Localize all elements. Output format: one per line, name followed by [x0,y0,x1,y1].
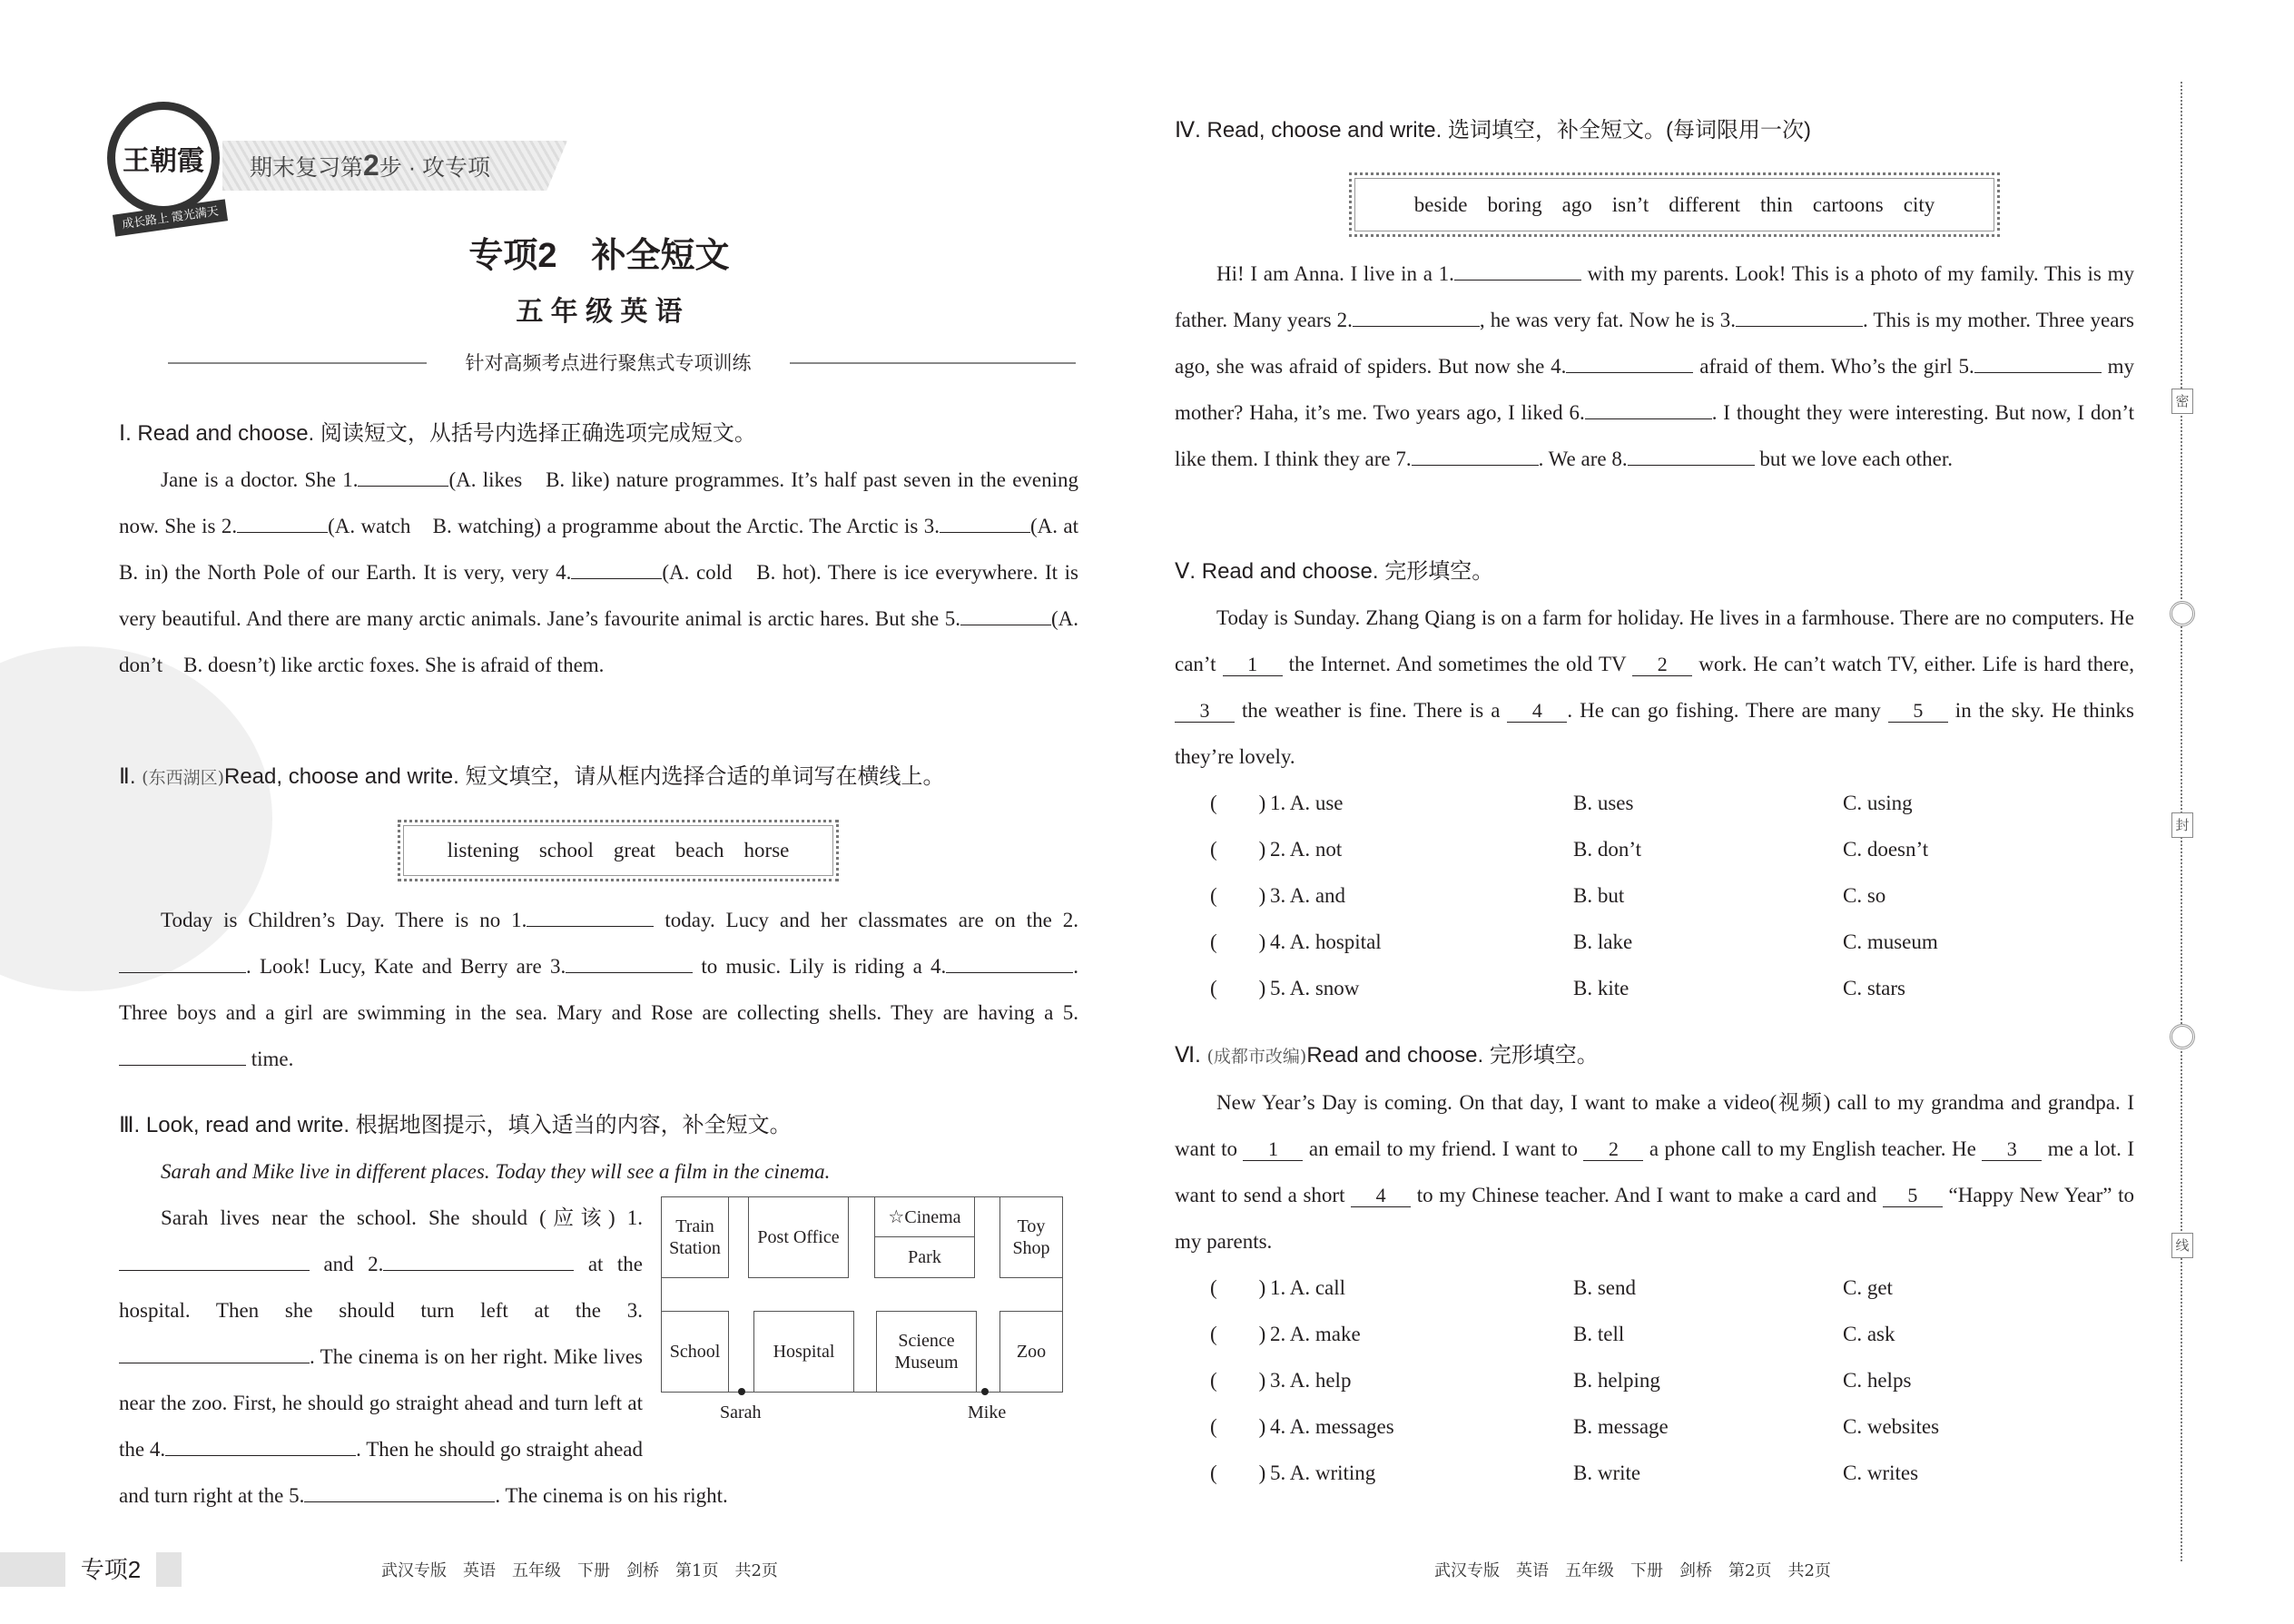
option-a: 2. A. make [1270,1323,1361,1345]
answer-blank[interactable] [1585,397,1712,419]
answer-blank[interactable] [527,904,654,927]
word-option: great [613,839,655,861]
option-c: C. writes [1843,1462,1919,1484]
tagline-rule-right [790,362,1076,364]
section-iii-intro: Sarah and Mike live in different places. Today they will see a film in the cinema. [161,1160,831,1183]
tagline: 针对高频考点进行聚焦式专项训练 [465,352,752,374]
answer-bracket[interactable]: ( ) [1210,838,1266,861]
sarah-marker [738,1388,745,1395]
answer-blank[interactable]: 2 [1583,1138,1643,1161]
passage-text: (A. cold B. hot). There is ice everywhere. It is very beautiful. And there are many arctic animals. Jane’s favourite animal is arctic hares. But she 5. [119,561,1078,630]
section-v-passage [1175,595,2134,780]
passage-text: Today is Sunday. Zhang Qiang is on a farm for holiday. He lives in a farmhouse. There are no computers. He can’t [1175,606,2134,675]
option-row [1175,872,2134,919]
tagline-rule-left [168,362,427,364]
answer-blank[interactable]: 4 [1507,700,1567,723]
answer-blank[interactable]: 1 [1243,1138,1303,1161]
margin-label-mi: 密 [2171,389,2193,414]
passage-text: . This is my mother. Three years ago, she was afraid of spiders. But now she 4. [1175,309,2135,378]
passage-text: “Happy New Year” to my parents. [1175,1184,2134,1253]
answer-blank[interactable] [358,464,448,487]
section-ii-passage [119,897,1078,1082]
map-school: School [661,1311,729,1393]
passage-text: to music. Lily is riding a 4. [693,955,947,978]
option-c: C. so [1843,884,1886,907]
section-ii-body [119,897,1078,1082]
option-c: C. using [1843,792,1913,814]
section-vi-title: Read and choose. 完形填空。 [1306,1043,1599,1068]
section-iv-passage [1175,251,2134,482]
option-a: 1. A. use [1270,792,1344,814]
answer-blank[interactable]: 4 [1351,1185,1411,1207]
passage-text: (A. likes B. like) nature programmes. It’s half past seven in the evening now. She is 2. [119,468,1079,537]
word-option: horse [743,839,790,861]
option-c: C. get [1843,1276,1893,1299]
option-b: B. lake [1573,930,1633,953]
passage-text: . We are 8. [1538,448,1628,470]
footer-tab: 专项2 [65,1552,156,1587]
passage-text: . The cinema is on his right. [495,1484,728,1507]
logo [107,102,220,214]
option-b: B. uses [1573,792,1634,814]
option-b: B. send [1573,1276,1636,1299]
answer-blank[interactable] [119,1043,246,1066]
answer-blank[interactable] [383,1248,574,1271]
answer-bracket[interactable]: ( ) [1210,884,1266,907]
answer-blank[interactable] [571,556,662,579]
option-row [1175,780,2134,826]
option-c: C. websites [1843,1415,1940,1438]
passage-text: (A. don’t B. doesn’t) like arctic foxes. She is afraid of them. [119,607,1078,676]
word-option: different [1669,192,1741,216]
section-iv-word-box [1349,172,2000,237]
answer-blank[interactable]: 2 [1632,654,1692,676]
footer-left: 武汉专版 英语 五年级 下册 剑桥 第1页 共2页 [381,1561,778,1580]
banner-post: 步 · 攻专项 [379,155,491,181]
answer-blank[interactable]: 5 [1883,1185,1943,1207]
option-row [1175,919,2134,965]
answer-bracket[interactable]: ( ) [1210,930,1266,953]
passage-text: an email to my friend. I want to [1303,1137,1584,1160]
answer-blank[interactable] [119,1341,310,1363]
mike-marker [981,1388,989,1395]
section-iii-heading: Ⅲ. Look, read and write. 根据地图提示，填入适当的内容，补全短文。 [119,1113,792,1137]
map-cinema: ☆Cinema [874,1196,975,1237]
map-train-station: Train Station [661,1196,729,1278]
section-iv-body [1175,251,2134,482]
option-a: 5. A. writing [1270,1462,1376,1484]
passage-text: the Internet. And sometimes the old TV [1282,653,1633,675]
page-title: 专项2 补全短文 [468,237,730,275]
word-option: beside [1413,192,1468,216]
section-v [1175,554,2134,1011]
section-v-heading: Ⅴ. Read and choose. 完形填空。 [1175,559,1494,584]
passage-text: Jane is a doctor. She 1. [161,468,359,491]
option-a: 4. A. hospital [1270,930,1382,953]
option-c: C. helps [1843,1369,1912,1392]
word-option: thin [1760,192,1793,216]
map-post-office: Post Office [748,1196,849,1278]
binding-hole-icon [2170,1024,2195,1049]
answer-bracket[interactable]: ( ) [1210,1276,1266,1299]
passage-text: . He can go fishing. There are many [1567,699,1888,722]
word-option: beach [674,839,724,861]
section-ii-word-box [398,820,839,881]
section-vi-number: Ⅵ. [1175,1043,1207,1068]
passage-text: . Three boys and a girl are swimming in the sea. Mary and Rose are collecting shells. They are having a 5. [119,955,1078,1024]
map-zoo: Zoo [999,1311,1063,1393]
section-iv-heading: Ⅳ. Read, choose and write. 选词填空，补全短文。(每词限用一次) [1175,118,1811,143]
passage-text: (A. at B. in) the North Pole of our Earth. It is very, very 4. [119,515,1099,584]
option-row [1175,1403,2134,1450]
map-label-sarah: Sarah [720,1403,762,1422]
city-map [661,1196,1071,1434]
word-option: cartoons [1812,192,1884,216]
option-row [1175,826,2134,872]
answer-bracket[interactable]: ( ) [1210,1323,1266,1345]
section-vi-passage [1175,1079,2134,1265]
answer-blank[interactable] [119,1248,310,1271]
section-v-options [1175,780,2134,1011]
section-ii-region: (东西湖区) [142,768,224,788]
passage-text: but we love each other. [1754,448,1954,470]
banner-text [250,145,490,188]
section-i [119,416,1099,688]
section-vi [1175,1038,2134,1496]
answer-blank[interactable] [960,603,1051,625]
answer-bracket[interactable]: ( ) [1210,792,1266,814]
answer-bracket[interactable]: ( ) [1210,1369,1266,1392]
option-a: 3. A. help [1270,1369,1352,1392]
option-row [1175,1265,2134,1311]
answer-bracket[interactable]: ( ) [1210,1462,1266,1484]
answer-blank[interactable]: 3 [1982,1138,2042,1161]
section-i-passage [119,457,1099,688]
answer-blank[interactable] [1454,258,1581,281]
section-ii [119,759,1078,796]
answer-blank[interactable] [1628,443,1755,466]
option-b: B. kite [1573,977,1629,999]
margin-label-feng: 封 [2171,812,2193,838]
map-hospital: Hospital [753,1311,854,1393]
passage-text: with my parents. Look! This is a photo of my family. This is my father. Many years 2. [1175,262,2134,331]
answer-blank[interactable] [1566,350,1693,373]
section-vi-region: (成都市改编) [1206,1047,1307,1067]
answer-blank[interactable] [165,1433,356,1456]
answer-blank[interactable]: 3 [1175,700,1235,723]
answer-bracket[interactable]: ( ) [1210,1415,1266,1438]
passage-text: me a lot. I want to send a short [1175,1137,2134,1206]
passage-text: the weather is fine. There is a [1235,699,1508,722]
answer-blank[interactable]: 5 [1888,700,1948,723]
word-option: listening [447,839,519,861]
passage-text: , he was very fat. Now he is 3. [1479,309,1736,331]
passage-text: time. [246,1048,294,1070]
answer-blank[interactable] [946,950,1073,973]
map-park: Park [874,1236,975,1278]
answer-blank[interactable] [1974,350,2102,373]
word-option: city [1903,192,1935,216]
option-b: B. don’t [1573,838,1641,861]
passage-text: . I thought they were interesting. But now, I don’t like them. I think they are 7. [1175,401,2135,470]
passage-text: to my Chinese teacher. And I want to make a card and [1411,1184,1883,1206]
binding-hole-icon [2170,601,2195,626]
option-c: C. doesn’t [1843,838,1929,861]
footer-right: 武汉专版 英语 五年级 下册 剑桥 第2页 共2页 [1434,1561,1831,1580]
answer-blank[interactable] [1353,304,1480,327]
passage-text: and 2. [310,1253,384,1275]
option-a: 4. A. messages [1270,1415,1394,1438]
passage-text: a phone call to my English teacher. He [1643,1137,1983,1160]
passage-text: today. Lucy and her classmates are on the 2. [654,909,1078,931]
section-ii-title: Read, choose and write. 短文填空，请从框内选择合适的单词写在横线上。 [223,764,945,789]
option-c: C. ask [1843,1323,1895,1345]
option-b: B. write [1573,1462,1641,1484]
section-iii [119,1107,1078,1519]
answer-blank[interactable] [1412,443,1539,466]
passage-text: work. He can’t watch TV, either. Life is hard there, [1692,653,2134,675]
logo-text: 王朝霞 [123,145,204,177]
option-b: B. but [1573,884,1625,907]
option-a: 5. A. snow [1270,977,1360,999]
section-iv [1175,113,2134,149]
margin-label-xian: 线 [2171,1233,2193,1258]
option-a: 3. A. and [1270,884,1346,907]
answer-bracket[interactable]: ( ) [1210,977,1266,999]
map-label-mike: Mike [968,1403,1007,1422]
passage-text: . Then he should go straight ahead and turn right at the 5. [119,1438,643,1507]
passage-text: afraid of them. Who’s the girl 5. [1693,355,1974,378]
option-b: B. helping [1573,1369,1660,1392]
passage-text: (A. watch B. watching) a programme about the Arctic. The Arctic is 3. [328,515,940,537]
logo-slogan: 成长路上 霞光满天 [121,203,220,231]
passage-text: my mother? Haha, it’s me. Two years ago, I liked 6. [1175,355,2134,424]
map-science-museum: Science Museum [876,1311,977,1393]
passage-text: at the hospital. Then she should turn left at the 3. [119,1253,643,1322]
passage-text: . The cinema is on her right. Mike lives near the zoo. First, he should go straight ahead and turn left at the 4. [119,1345,643,1461]
option-row [1175,965,2134,1011]
answer-blank[interactable] [119,950,246,973]
option-b: B. tell [1573,1323,1625,1345]
banner-pre: 期末复习第 [250,155,364,181]
answer-blank[interactable] [1736,304,1863,327]
passage-text: . Look! Lucy, Kate and Berry are 3. [246,955,566,978]
page-subtitle: 五 年 级 英 语 [516,297,683,327]
answer-blank[interactable] [566,950,693,973]
answer-blank[interactable] [237,510,328,533]
option-b: B. message [1573,1415,1669,1438]
option-a: 1. A. call [1270,1276,1346,1299]
section-ii-heading [119,759,1078,796]
map-toy-shop: Toy Shop [999,1196,1063,1278]
answer-blank[interactable]: 1 [1223,654,1283,676]
section-vi-heading [1175,1038,2134,1075]
option-row [1175,1450,2134,1496]
option-c: C. stars [1843,977,1905,999]
answer-blank[interactable] [304,1480,495,1502]
section-vi-options [1175,1265,2134,1496]
word-option: school [538,839,594,861]
option-c: C. museum [1843,930,1938,953]
passage-text: Hi! I am Anna. I live in a 1. [1216,262,1454,285]
option-row [1175,1357,2134,1403]
answer-blank[interactable] [940,510,1030,533]
word-option: isn’t [1611,192,1649,216]
banner-step: 2 [363,149,379,182]
option-a: 2. A. not [1270,838,1343,861]
passage-text: Sarah lives near the school. She should (应该) 1. [161,1206,643,1229]
passage-text: in the sky. He thinks they’re lovely. [1175,699,2134,768]
word-option: boring [1487,192,1542,216]
word-option: ago [1561,192,1592,216]
option-row [1175,1311,2134,1357]
section-ii-number: Ⅱ. [119,764,143,789]
passage-text: Today is Children’s Day. There is no 1. [161,909,527,931]
section-i-heading: Ⅰ. Read and choose. 阅读短文，从括号内选择正确选项完成短文。 [119,421,756,446]
passage-text: New Year’s Day is coming. On that day, I want to make a video(视频) call to my grandma and grandpa. I want to [1175,1091,2134,1160]
